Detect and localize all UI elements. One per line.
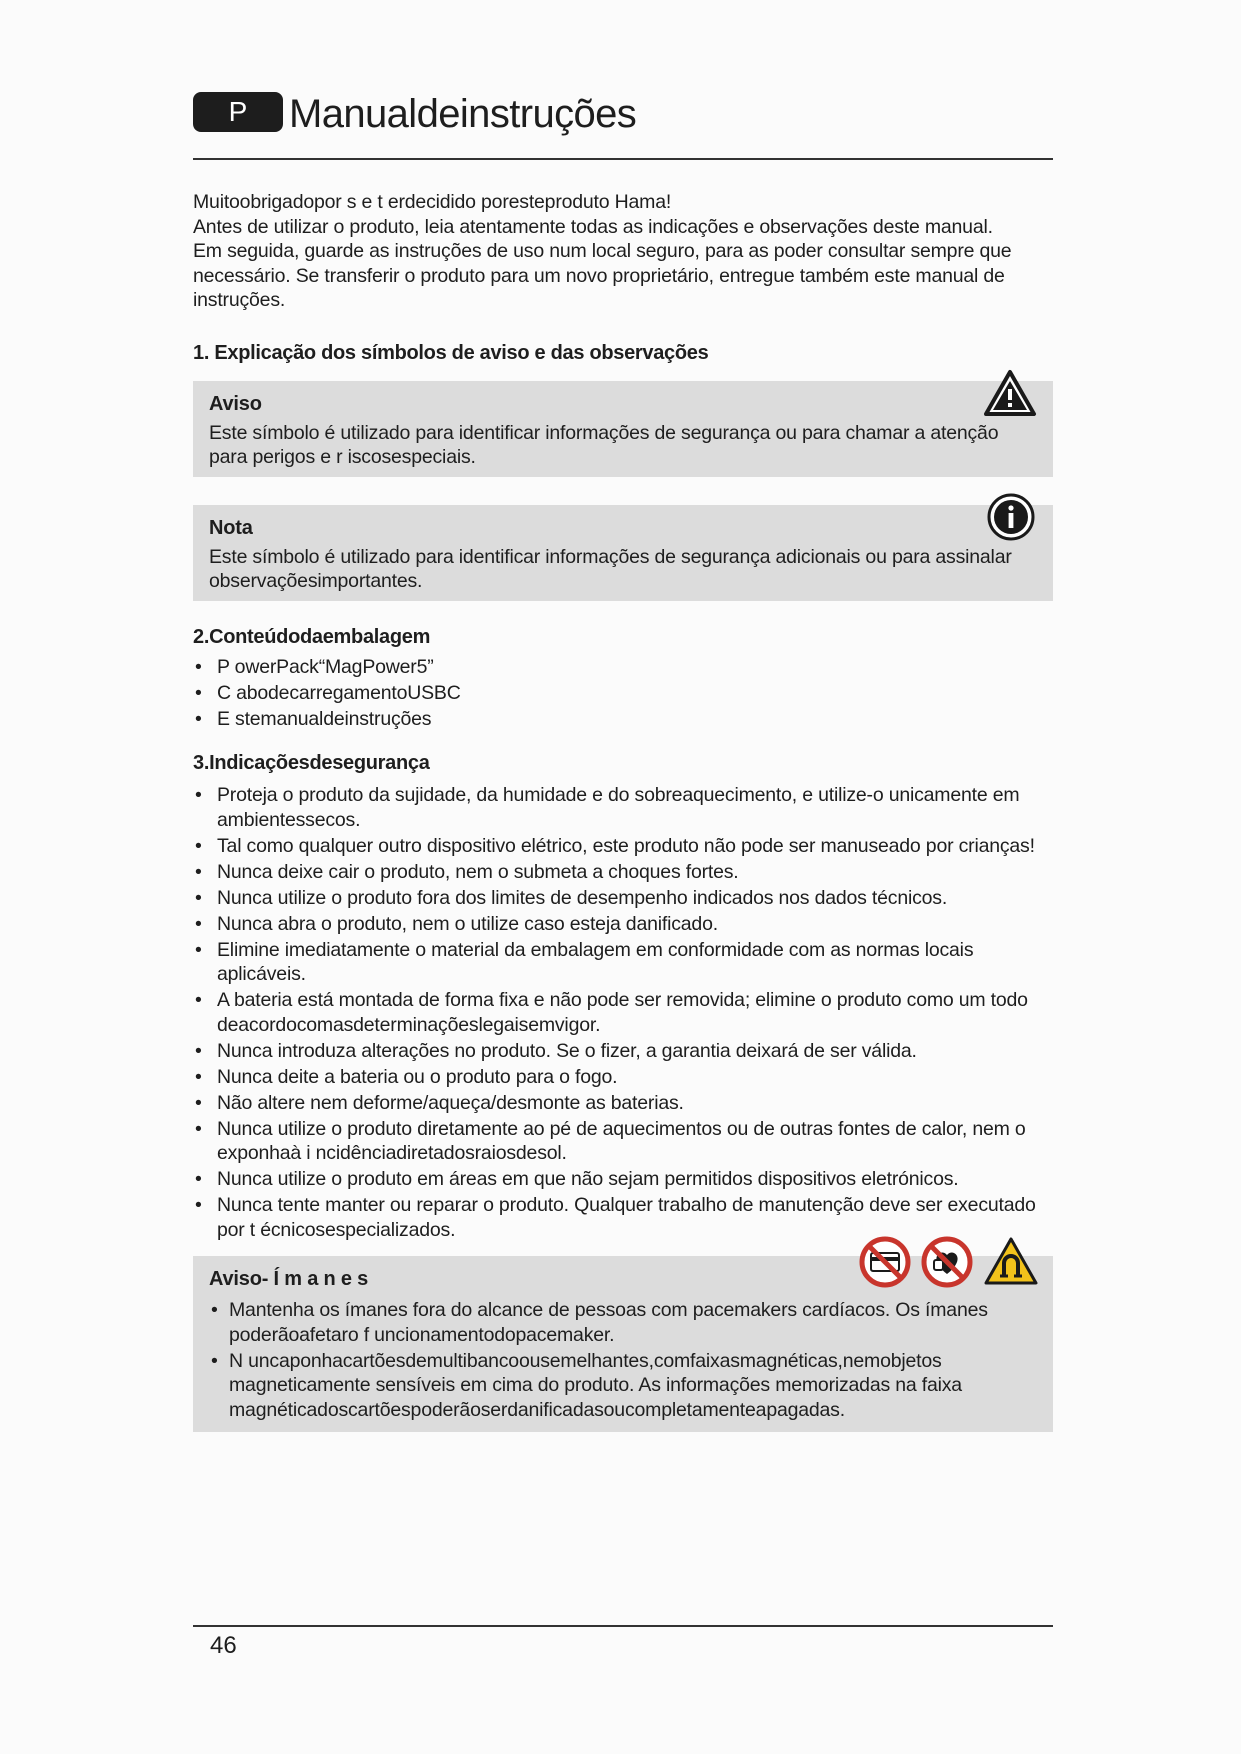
section-3-heading: 3.Indicaçõesdesegurança [193, 752, 430, 774]
imanes-icons [859, 1236, 1039, 1294]
intro-thanks: Muitoobrigadopor s e t erdecidido poresteproduto Hama! [193, 191, 672, 213]
section-1-heading: 1. Explicação dos símbolos de aviso e das observações [193, 341, 709, 364]
list-item: • C abodecarregamentoUSBC [193, 681, 1053, 706]
list-item: • Nunca utilize o produto fora dos limites de desempenho indicados nos dados técnicos. [193, 886, 1053, 911]
aviso-imanes-box [193, 1256, 1053, 1432]
nota-box [193, 505, 1053, 601]
aviso-title: Aviso [209, 392, 262, 415]
list-item: • Mantenha os ímanes fora do alcance de pessoas com pacemakers cardíacos. Os ímanes poderãoafetaro f uncionamentodopacemaker. [209, 1298, 1039, 1347]
aviso-text: Este símbolo é utilizado para identificar informações de segurança ou para chamar a atenção para perigos e r iscosespeciais. [209, 421, 999, 468]
warning-triangle-icon [983, 369, 1037, 423]
package-contents-list [193, 655, 1053, 732]
language-badge: P [193, 92, 283, 132]
list-item: • Elimine imediatamente o material da embalagem em conformidade com as normas locais aplicáveis. [193, 938, 1053, 987]
page-content [193, 86, 1053, 1432]
page-title: Manualdeinstruções [289, 92, 637, 136]
list-item: • Nunca deixe cair o produto, nem o submeta a choques fortes. [193, 860, 1053, 885]
list-item: • N uncaponhacartõesdemultibancoousemelhantes,comfaixasmagnéticas,nemobjetos magneticamente sensíveis em cima do produto. As informações memorizadas na faixa magnéticadoscartõespoderãoserdanificadasoucompletamenteapagadas. [209, 1349, 1039, 1423]
imanes-warning-list [209, 1298, 1039, 1422]
magnet-warning-icon [983, 1236, 1039, 1294]
page-number: 46 [210, 1632, 237, 1659]
list-item: • A bateria está montada de forma fixa e não pode ser removida; elimine o produto como um todo deacordocomasdeterminaçõeslegaisemvigor. [193, 988, 1053, 1037]
list-item: • Nunca deite a bateria ou o produto para o fogo. [193, 1065, 1053, 1090]
page-header [193, 86, 1053, 160]
list-item: • Proteja o produto da sujidade, da humidade e do sobreaquecimento, e utilize-o unicamente em ambientessecos. [193, 783, 1053, 832]
list-item: • Nunca utilize o produto diretamente ao pé de aquecimentos ou de outras fontes de calor, nem o exponhaà i ncidênciadiretadosraiosdesol. [193, 1117, 1053, 1166]
list-item: • E stemanualdeinstruções [193, 707, 1053, 732]
list-item: • Nunca utilize o produto em áreas em que não sejam permitidos dispositivos eletrónicos. [193, 1167, 1053, 1192]
aviso-box [193, 381, 1053, 477]
list-item: • P owerPack“MagPower5” [193, 655, 1053, 680]
list-item: • Nunca abra o produto, nem o utilize caso esteja danificado. [193, 912, 1053, 937]
aviso-imanes-title: Aviso- Í m a n e s [209, 1268, 369, 1290]
list-item: • Tal como qualquer outro dispositivo elétrico, este produto não pode ser manuseado por crianças! [193, 834, 1053, 859]
no-pacemaker-icon [921, 1236, 973, 1294]
intro-line-1: Antes de utilizar o produto, leia atentamente todas as indicações e observações deste manual. [193, 215, 993, 238]
list-item: • Nunca introduza alterações no produto. Se o fizer, a garantia deixará de ser válida. [193, 1039, 1053, 1064]
list-item: • Nunca tente manter ou reparar o produto. Qualquer trabalho de manutenção deve ser executado por t écnicosespecializados. [193, 1193, 1053, 1242]
safety-instructions-list [193, 783, 1053, 1242]
list-item: • Não altere nem deforme/aqueça/desmonte as baterias. [193, 1091, 1053, 1116]
intro-text [193, 190, 1053, 313]
section-2-heading: 2.Conteúdodaembalagem [193, 625, 431, 648]
intro-line-2: Em seguida, guarde as instruções de uso num local seguro, para as poder consultar sempre que necessário. Se transferir o produto para um novo proprietário, entregue também este manual de instruções. [193, 240, 1012, 311]
nota-text: Este símbolo é utilizado para identificar informações de segurança adicionais ou para assinalar observaçõesimportantes. [209, 545, 1012, 592]
no-magnetic-cards-icon [859, 1236, 911, 1294]
nota-title: Nota [209, 516, 253, 539]
info-icon [987, 493, 1035, 547]
footer-divider [193, 1625, 1053, 1627]
